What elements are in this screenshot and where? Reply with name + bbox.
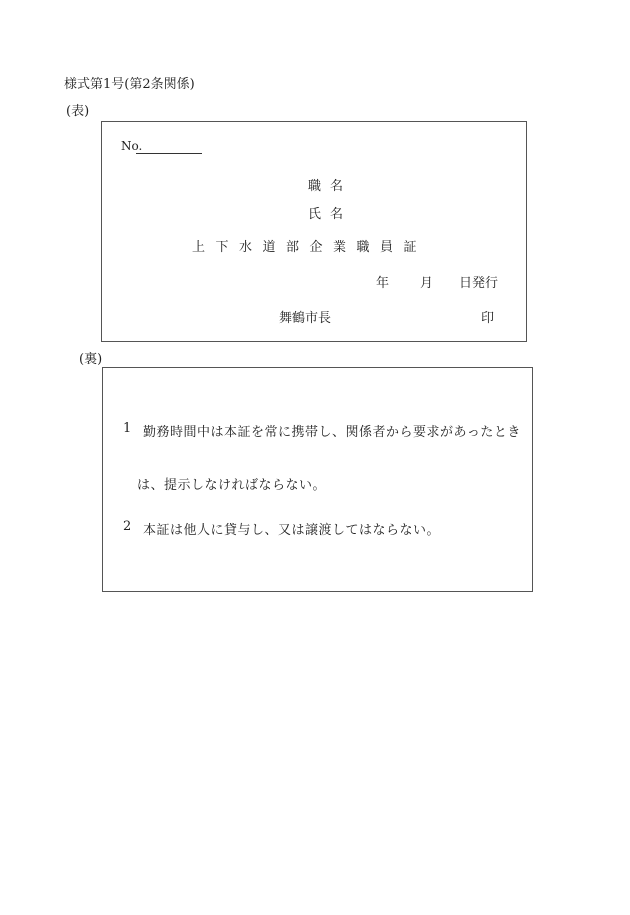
- card-number-label: No.: [121, 139, 143, 153]
- card-title: 上下水道部企業職員証: [192, 240, 428, 255]
- note-number: 2: [123, 519, 132, 534]
- name-label: 氏名: [308, 207, 353, 222]
- issue-date-day-issued: 日発行: [459, 276, 499, 291]
- issue-date-year: 年: [376, 276, 390, 291]
- position-label: 職名: [308, 179, 353, 194]
- note-text-continuation: は、提示しなければならない。: [137, 478, 327, 493]
- note-text: 本証は他人に貸与し、又は譲渡してはならない。: [143, 523, 441, 538]
- form-title: 様式第1号(第2条関係): [64, 77, 195, 92]
- note-number: 1: [123, 421, 132, 436]
- issue-date-month: 月: [420, 276, 434, 291]
- id-card-back: [102, 367, 533, 592]
- back-side-label: (裏): [79, 352, 103, 367]
- issuer-name: 舞鶴市長: [279, 311, 332, 326]
- front-side-label: (表): [66, 104, 90, 119]
- seal-mark: 印: [481, 311, 495, 326]
- id-card-front: [101, 121, 527, 342]
- note-text: 勤務時間中は本証を常に携帯し、関係者から要求があったとき: [143, 425, 521, 440]
- card-number-blank-line: [136, 153, 202, 154]
